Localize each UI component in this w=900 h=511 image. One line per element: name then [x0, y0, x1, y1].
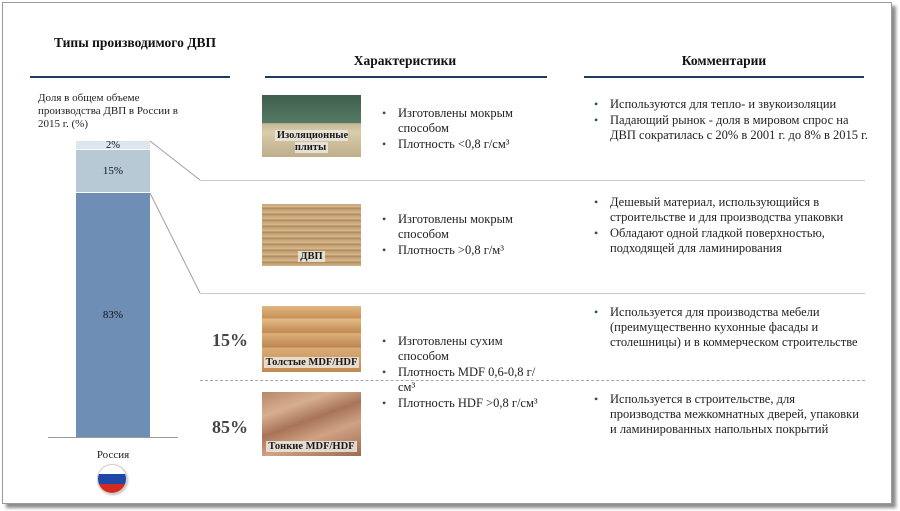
- country-label: Россия: [96, 449, 130, 461]
- thin-mdf-image: [262, 392, 361, 456]
- row1-char-1: • Изготовлены мокрым способом: [380, 106, 550, 136]
- row3-char-3: • Плотность HDF >0,8 г/см³: [380, 396, 550, 411]
- header-types-rule: [30, 76, 230, 78]
- row1-characteristics: [380, 106, 550, 153]
- insulation-boards-image: [262, 95, 361, 157]
- thin-mdf-label: Тонкие MDF/HDF: [268, 441, 355, 452]
- row2-comments: [592, 195, 867, 257]
- chart-axis: [48, 437, 178, 438]
- russia-flag-icon: [97, 464, 127, 494]
- bar-label-83: 83%: [102, 309, 124, 321]
- thick-share-percent: 15%: [212, 330, 248, 350]
- thick-mdf-image: [262, 306, 361, 372]
- row2-comment-2: • Обладают одной гладкой поверхностью, подходящей для ламинирования: [592, 226, 867, 256]
- row4-comment-1: • Используется в строительстве, для производства межкомнатных дверей, упаковки и ламинированных напольных покрытий: [592, 392, 867, 437]
- row3-char-1: • Изготовлены сухим способом: [380, 334, 550, 364]
- insulation-boards-label: Изоляционные плиты: [276, 130, 349, 153]
- row1-char-2: • Плотность <0,8 г/см³: [380, 137, 550, 152]
- header-types: Типы производимого ДВП: [53, 35, 217, 50]
- hardboard-label: ДВП: [300, 251, 323, 262]
- header-comments: Комментарии: [681, 53, 767, 68]
- stacked-bar: [76, 141, 150, 437]
- bar-segment-83: [76, 193, 150, 437]
- row3-comments: [592, 305, 867, 351]
- row2-comment-1: • Дешевый материал, использующийся в строительстве и для производства упаковки: [592, 195, 867, 225]
- row1-comment-2: • Падающий рынок - доля в мировом спрос на ДВП сократилась с 20% в 2001 г. до 8% в 2015 г.: [592, 113, 872, 143]
- hardboard-image: [262, 204, 361, 266]
- row-divider-2: [200, 293, 865, 294]
- row2-char-1: • Изготовлены мокрым способом: [380, 212, 550, 242]
- bar-label-2: 2%: [106, 139, 120, 151]
- row1-comment-1: • Используются для тепло- и звукоизоляции: [592, 97, 872, 112]
- row3-comment-1: • Используется для производства мебели (преимущественно кухонные фасады и столешницы) и в коммерческом строительстве: [592, 305, 867, 350]
- row4-comments: [592, 392, 867, 438]
- row1-comments: [592, 97, 872, 144]
- header-characteristics-rule: [265, 76, 547, 78]
- chart-caption: Доля в общем объеме производства ДВП в России в 2015 г. (%): [38, 92, 178, 130]
- row2-char-2: • Плотность >0,8 г/м³: [380, 243, 550, 258]
- bar-segment-2: [76, 141, 150, 150]
- bar-label-15: 15%: [102, 165, 124, 177]
- row3-char-2: • Плотность MDF 0,6-0,8 г/см³: [380, 365, 550, 395]
- thick-mdf-label: Толстые MDF/HDF: [265, 357, 358, 368]
- row2-characteristics: [380, 212, 550, 259]
- header-characteristics: Характеристики: [353, 53, 457, 68]
- header-comments-rule: [584, 76, 864, 78]
- thin-share-percent: 85%: [212, 417, 248, 437]
- row-divider-1: [200, 180, 865, 181]
- row3-characteristics: [380, 334, 550, 412]
- bar-segment-15: [76, 150, 150, 193]
